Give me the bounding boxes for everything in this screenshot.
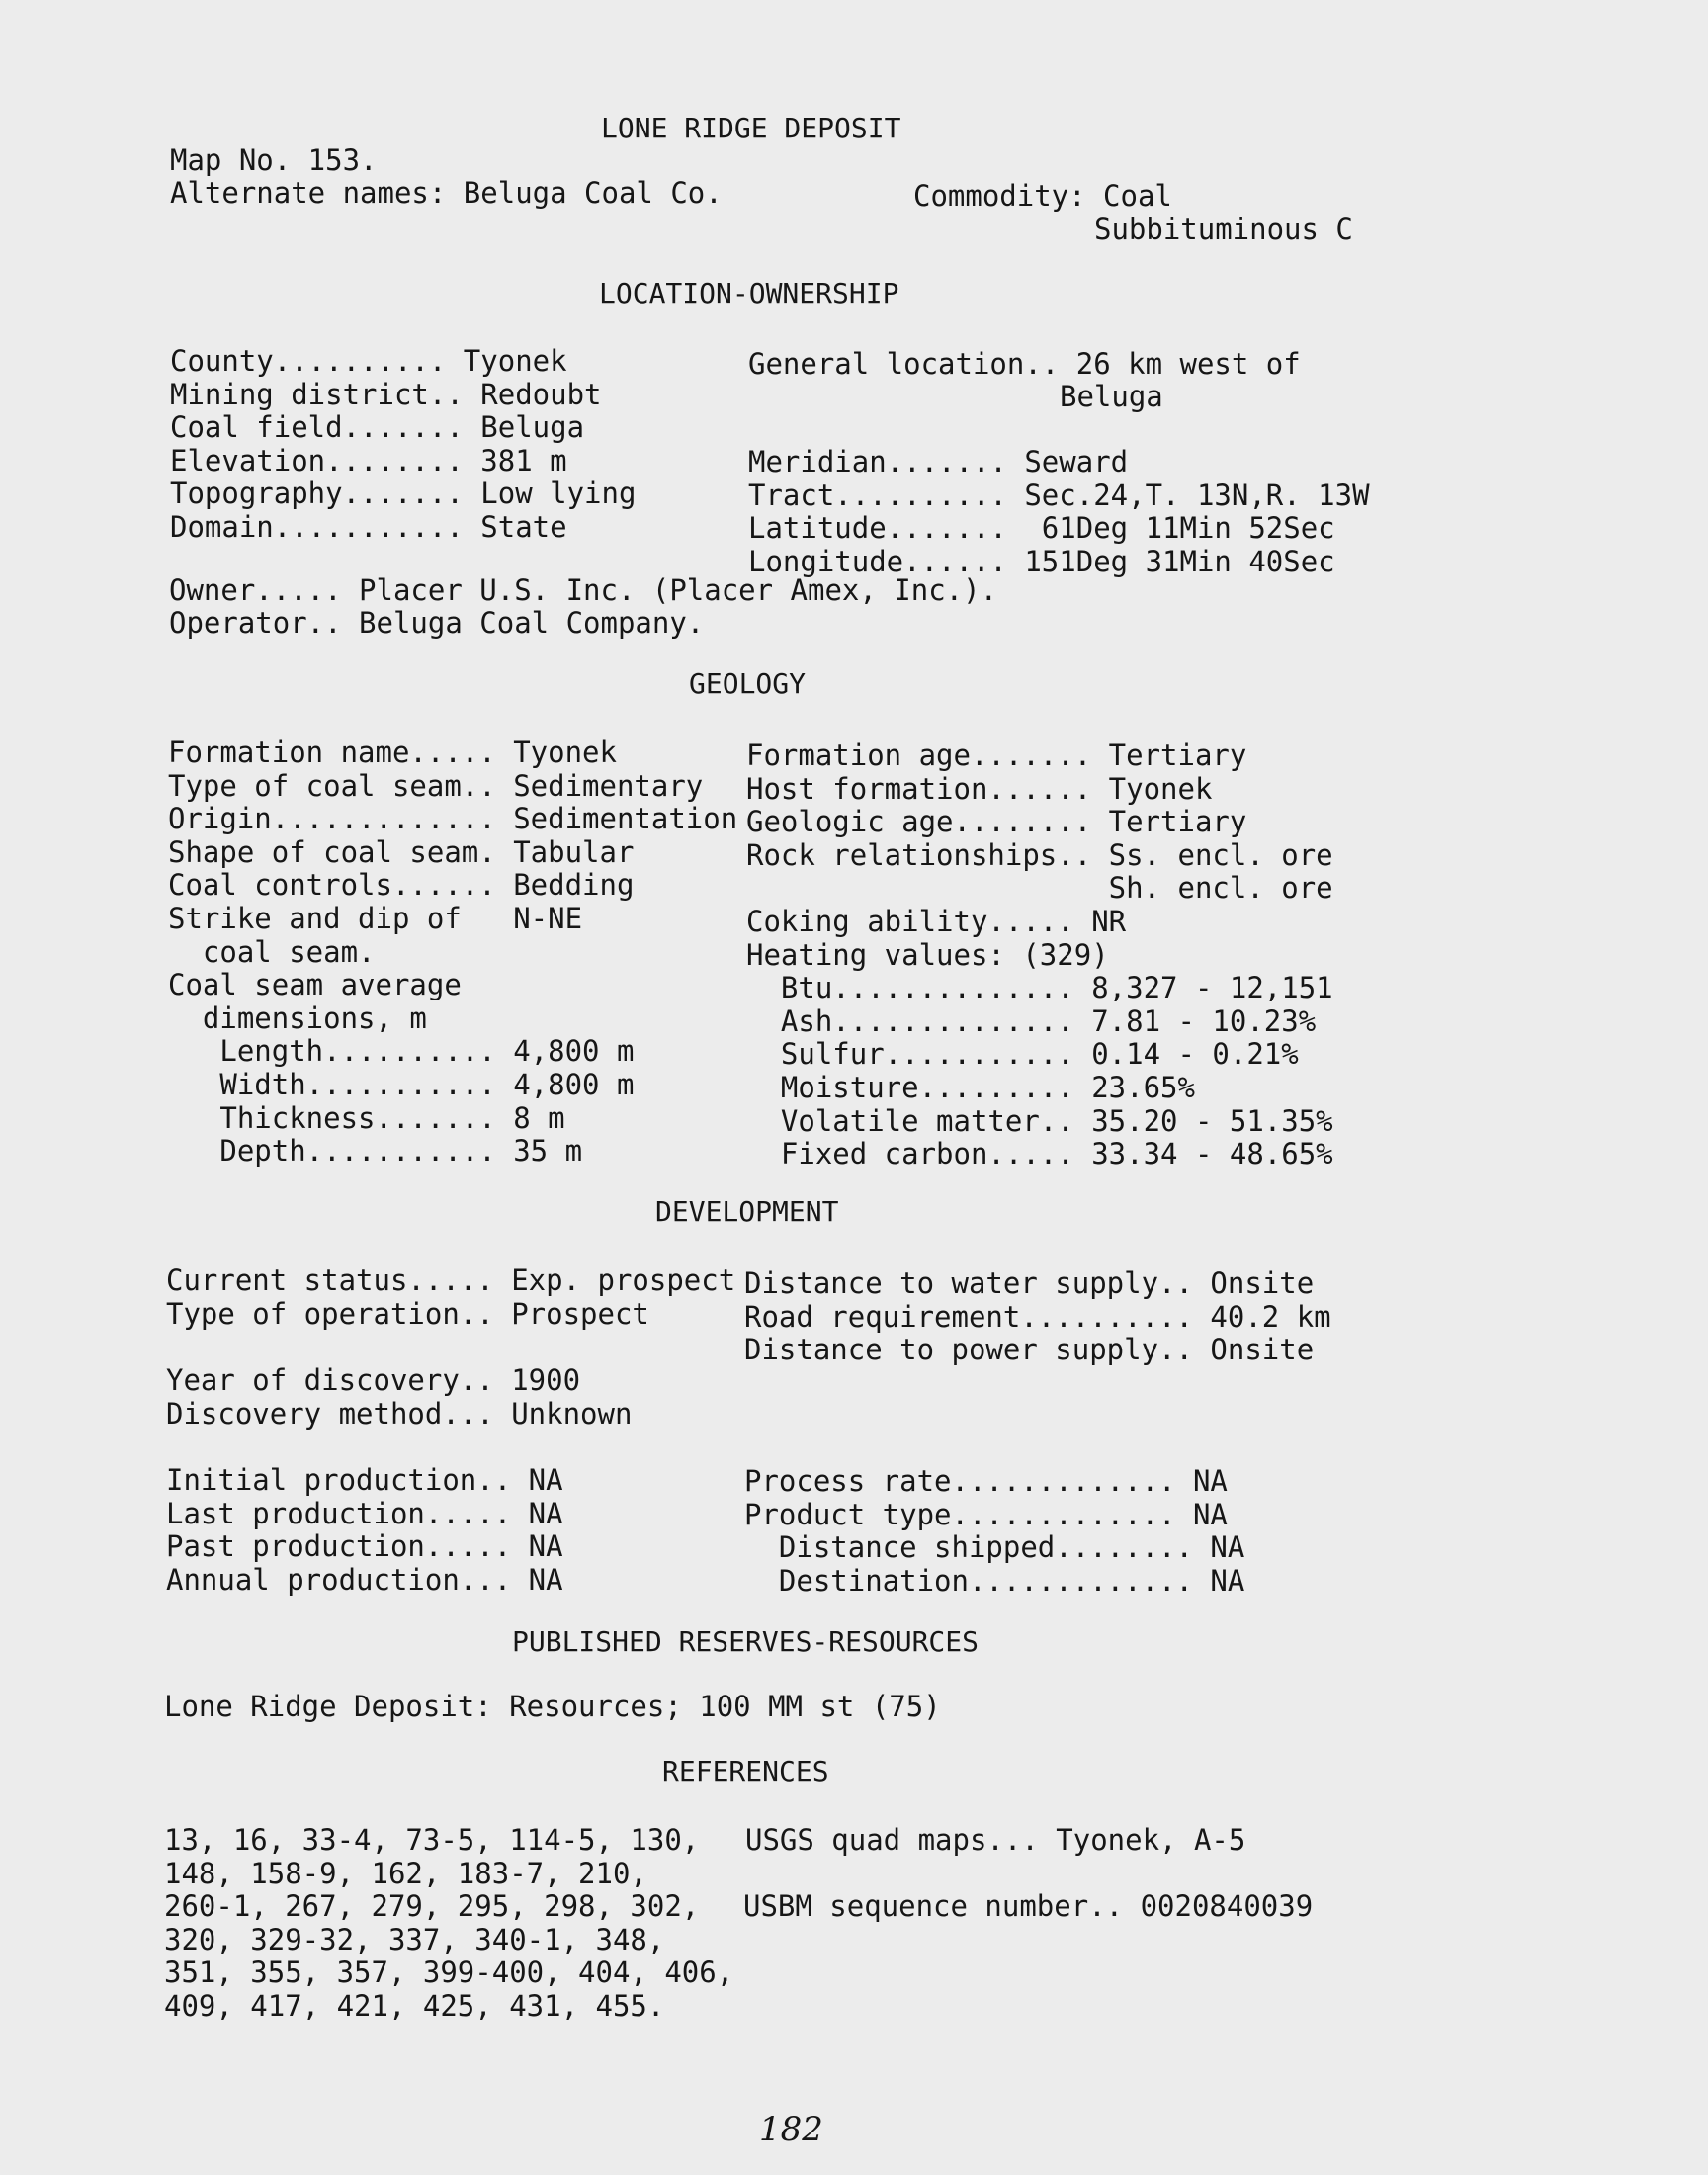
location-field: Topography....... Low lying — [170, 477, 637, 511]
development-field: Destination............. NA — [744, 1563, 1245, 1598]
reference-line: 320, 329-32, 337, 340-1, 348, — [164, 1922, 665, 1957]
development-field: Current status..... Exp. prospect — [166, 1263, 736, 1297]
location-field: Coal field....... Beluga — [170, 410, 585, 445]
reference-line: 148, 158-9, 162, 183-7, 210, — [164, 1856, 647, 1890]
geology-field: Sh. encl. ore — [746, 871, 1333, 906]
owner: Owner..... Placer U.S. Inc. (Placer Amex, Inc.). — [169, 573, 998, 607]
development-field: Process rate............. NA — [744, 1464, 1228, 1498]
geology-field: dimensions, m — [168, 1000, 427, 1035]
section-heading-development: DEVELOPMENT — [655, 1195, 839, 1228]
geology-field: Formation age....... Tertiary — [746, 739, 1247, 772]
location-field: Elevation........ 381 m — [170, 443, 567, 478]
geology-field: Depth........... 35 m — [168, 1134, 583, 1169]
page-title: LONE RIDGE DEPOSIT — [601, 112, 901, 144]
location-field: Mining district.. Redoubt — [170, 377, 602, 411]
development-field: Discovery method... Unknown — [166, 1396, 633, 1431]
geology-field: Moisture......... 23.65% — [746, 1071, 1195, 1104]
geology-field: Geologic age........ Tertiary — [746, 805, 1247, 839]
geology-field: coal seam. — [168, 934, 376, 969]
geology-field: Host formation...... Tyonek — [746, 771, 1213, 806]
geology-field: Heating values: (329) — [746, 937, 1109, 972]
development-field: Distance to water supply.. Onsite — [744, 1266, 1315, 1300]
geology-field: Strike and dip of N-NE — [168, 902, 583, 935]
section-heading-reserves: PUBLISHED RESERVES-RESOURCES — [512, 1625, 980, 1658]
geology-field: Type of coal seam.. Sedimentary — [168, 768, 704, 803]
commodity: Commodity: Coal — [913, 179, 1172, 213]
section-heading-geology: GEOLOGY — [689, 667, 807, 700]
development-field: Distance to power supply.. Onsite — [744, 1333, 1315, 1367]
geology-field: Thickness....... 8 m — [168, 1100, 565, 1135]
location-field: County.......... Tyonek — [170, 344, 567, 378]
development-field: Annual production... NA — [166, 1562, 563, 1597]
general-location-continued: Beluga — [1060, 380, 1163, 413]
development-field: Type of operation.. Prospect — [166, 1296, 649, 1331]
usbm-sequence-number: USBM sequence number.. 0020840039 — [743, 1889, 1314, 1923]
development-field: Year of discovery.. 1900 — [166, 1363, 581, 1397]
section-heading-references: REFERENCES — [662, 1755, 829, 1787]
usgs-quad-maps: USGS quad maps... Tyonek, A-5 — [745, 1823, 1246, 1857]
geology-field: Coal seam average — [168, 968, 462, 1002]
geology-field: Coal controls...... Bedding — [168, 868, 635, 903]
location-field: Meridian....... Seward — [748, 445, 1129, 478]
page-number: 182 — [759, 2110, 823, 2149]
geology-field: Sulfur........... 0.14 - 0.21% — [746, 1037, 1299, 1072]
geology-field: Formation name..... Tyonek — [168, 736, 617, 769]
reserves-text: Lone Ridge Deposit: Resources; 100 MM st (75) — [164, 1690, 941, 1723]
development-field: Initial production.. NA — [166, 1463, 563, 1497]
development-field: Last production..... NA — [166, 1496, 563, 1530]
location-field: Tract.......... Sec.24,T. 13N,R. 13W — [748, 478, 1370, 512]
geology-field: Coking ability..... NR — [746, 905, 1127, 938]
general-location: General location.. 26 km west of — [748, 347, 1301, 381]
reference-line: 13, 16, 33-4, 73-5, 114-5, 130, — [164, 1823, 700, 1857]
development-field: Product type............. NA — [744, 1497, 1228, 1531]
location-field: Domain........... State — [170, 510, 567, 544]
geology-field: Width........... 4,800 m — [168, 1068, 635, 1101]
reference-line: 351, 355, 357, 399-400, 404, 406, — [164, 1956, 734, 1990]
alternate-names: Alternate names: Beluga Coal Co. — [170, 176, 723, 210]
geology-field: Ash.............. 7.81 - 10.23% — [746, 1003, 1317, 1038]
development-field: Road requirement.......... 40.2 km — [744, 1299, 1331, 1334]
development-field: Distance shipped........ NA — [744, 1530, 1245, 1565]
location-field: Longitude...... 151Deg 31Min 40Sec — [748, 544, 1335, 578]
geology-field: Shape of coal seam. Tabular — [168, 834, 635, 869]
reference-line: 260-1, 267, 279, 295, 298, 302, — [164, 1889, 700, 1924]
operator: Operator.. Beluga Coal Company. — [169, 606, 705, 640]
geology-field: Rock relationships.. Ss. encl. ore — [746, 837, 1333, 872]
geology-field: Volatile matter.. 35.20 - 51.35% — [746, 1103, 1333, 1138]
geology-field: Fixed carbon..... 33.34 - 48.65% — [746, 1137, 1333, 1172]
geology-field: Origin............. Sedimentation — [168, 802, 738, 836]
section-heading-location: LOCATION-OWNERSHIP — [599, 277, 899, 309]
location-field: Latitude....... 61Deg 11Min 52Sec — [748, 511, 1335, 546]
reference-line: 409, 417, 421, 425, 431, 455. — [164, 1989, 665, 2023]
commodity-type: Subbituminous C — [1094, 213, 1353, 246]
geology-field: Length.......... 4,800 m — [168, 1034, 635, 1069]
map-number: Map No. 153. — [170, 143, 378, 177]
geology-field: Btu.............. 8,327 - 12,151 — [746, 971, 1333, 1005]
development-field: Past production..... NA — [166, 1529, 563, 1564]
